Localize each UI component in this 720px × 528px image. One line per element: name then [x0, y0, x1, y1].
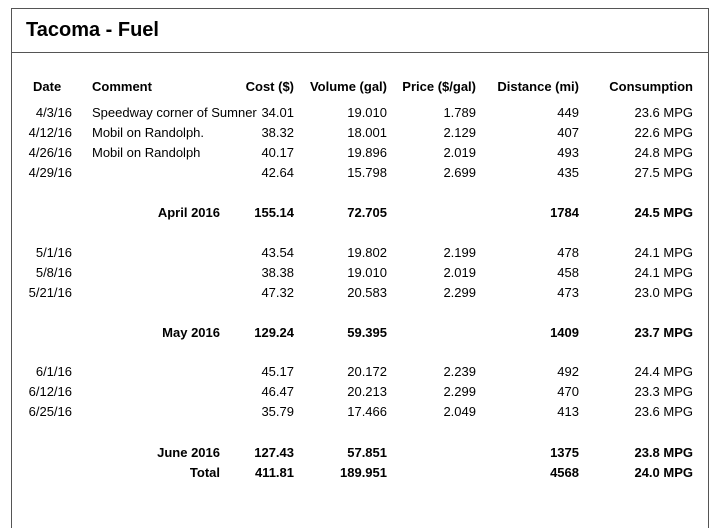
table-row[interactable]	[0, 403, 720, 421]
cell-date: 5/8/16	[35, 265, 72, 280]
total-label: Total	[189, 465, 220, 480]
cell-volume: 18.001	[347, 125, 387, 140]
table-row[interactable]	[0, 164, 720, 182]
subtotal-label: April 2016	[157, 205, 220, 220]
cell-distance: 449	[557, 105, 579, 120]
cell-cost: 35.79	[261, 404, 294, 419]
header-date[interactable]: Date	[33, 79, 62, 94]
cell-consumption: 22.6 MPG	[634, 125, 693, 140]
subtotal-volume: 57.851	[347, 445, 387, 460]
subtotal-row-april[interactable]	[0, 204, 720, 222]
subtotal-consumption: 23.8 MPG	[634, 445, 693, 460]
sheet-title: Tacoma - Fuel	[12, 9, 708, 53]
cell-consumption: 23.3 MPG	[634, 384, 693, 399]
cell-cost: 38.32	[261, 125, 294, 140]
header-comment[interactable]: Comment	[92, 79, 152, 94]
cell-cost: 45.17	[261, 364, 294, 379]
cell-price: 2.299	[443, 285, 476, 300]
cell-comment: Mobil on Randolph	[92, 145, 201, 160]
cell-price: 2.299	[443, 384, 476, 399]
subtotal-label: May 2016	[162, 325, 220, 340]
cell-volume: 15.798	[347, 165, 387, 180]
cell-consumption: 24.1 MPG	[634, 245, 693, 260]
cell-price: 2.699	[443, 165, 476, 180]
subtotal-label: June 2016	[157, 445, 220, 460]
cell-distance: 493	[557, 145, 579, 160]
table-row[interactable]	[0, 244, 720, 262]
cell-comment: Speedway corner of Sumner	[92, 105, 257, 120]
cell-distance: 470	[557, 384, 579, 399]
cell-volume: 19.010	[347, 265, 387, 280]
subtotal-cost: 155.14	[254, 205, 294, 220]
header-cost[interactable]: Cost ($)	[245, 79, 294, 94]
cell-distance: 478	[557, 245, 579, 260]
cell-consumption: 23.0 MPG	[634, 285, 693, 300]
table-row[interactable]	[0, 264, 720, 282]
subtotal-consumption: 23.7 MPG	[634, 325, 693, 340]
cell-price: 2.199	[443, 245, 476, 260]
table-row[interactable]	[0, 144, 720, 162]
cell-price: 2.019	[443, 265, 476, 280]
table-row[interactable]	[0, 363, 720, 381]
cell-volume: 20.213	[347, 384, 387, 399]
cell-volume: 19.802	[347, 245, 387, 260]
cell-volume: 20.172	[347, 364, 387, 379]
total-distance: 4568	[550, 465, 579, 480]
subtotal-row-may[interactable]	[0, 324, 720, 342]
cell-cost: 47.32	[261, 285, 294, 300]
cell-consumption: 27.5 MPG	[634, 165, 693, 180]
cell-cost: 42.64	[261, 165, 294, 180]
cell-date: 5/1/16	[35, 245, 72, 260]
total-cost: 411.81	[254, 465, 294, 480]
cell-distance: 473	[557, 285, 579, 300]
total-row[interactable]	[0, 464, 720, 482]
cell-volume: 20.583	[347, 285, 387, 300]
cell-consumption: 23.6 MPG	[634, 105, 693, 120]
cell-cost: 34.01	[261, 105, 294, 120]
cell-consumption: 24.1 MPG	[634, 265, 693, 280]
cell-date: 4/26/16	[28, 145, 72, 160]
total-volume: 189.951	[340, 465, 387, 480]
cell-cost: 46.47	[261, 384, 294, 399]
cell-price: 1.789	[443, 105, 476, 120]
cell-distance: 492	[557, 364, 579, 379]
cell-distance: 458	[557, 265, 579, 280]
subtotal-distance: 1784	[550, 205, 579, 220]
table-row[interactable]	[0, 104, 720, 122]
cell-volume: 19.010	[347, 105, 387, 120]
cell-date: 6/25/16	[28, 404, 72, 419]
cell-cost: 43.54	[261, 245, 294, 260]
cell-cost: 38.38	[261, 265, 294, 280]
cell-date: 4/12/16	[28, 125, 72, 140]
header-consumption[interactable]: Consumption	[609, 79, 693, 94]
subtotal-distance: 1409	[550, 325, 579, 340]
subtotal-volume: 59.395	[347, 325, 387, 340]
subtotal-distance: 1375	[550, 445, 579, 460]
cell-price: 2.049	[443, 404, 476, 419]
subtotal-consumption: 24.5 MPG	[634, 205, 693, 220]
total-consumption: 24.0 MPG	[634, 465, 693, 480]
cell-date: 6/12/16	[28, 384, 72, 399]
cell-date: 4/3/16	[35, 105, 72, 120]
cell-distance: 435	[557, 165, 579, 180]
subtotal-cost: 129.24	[254, 325, 294, 340]
subtotal-row-june[interactable]	[0, 444, 720, 462]
cell-price: 2.019	[443, 145, 476, 160]
cell-cost: 40.17	[261, 145, 294, 160]
table-row[interactable]	[0, 383, 720, 401]
table-row[interactable]	[0, 124, 720, 142]
cell-distance: 407	[557, 125, 579, 140]
cell-distance: 413	[557, 404, 579, 419]
cell-price: 2.239	[443, 364, 476, 379]
cell-consumption: 24.8 MPG	[634, 145, 693, 160]
cell-date: 4/29/16	[28, 165, 72, 180]
table-header	[0, 78, 720, 96]
cell-consumption: 24.4 MPG	[634, 364, 693, 379]
subtotal-cost: 127.43	[254, 445, 294, 460]
subtotal-volume: 72.705	[347, 205, 387, 220]
cell-volume: 19.896	[347, 145, 387, 160]
table-row[interactable]	[0, 284, 720, 302]
cell-comment: Mobil on Randolph.	[92, 125, 205, 140]
cell-date: 6/1/16	[35, 364, 72, 379]
cell-consumption: 23.6 MPG	[634, 404, 693, 419]
header-distance[interactable]: Distance (mi)	[497, 79, 579, 94]
cell-price: 2.129	[443, 125, 476, 140]
cell-volume: 17.466	[347, 404, 387, 419]
cell-date: 5/21/16	[28, 285, 72, 300]
header-price[interactable]: Price ($/gal)	[402, 79, 476, 94]
header-volume[interactable]: Volume (gal)	[309, 79, 387, 94]
